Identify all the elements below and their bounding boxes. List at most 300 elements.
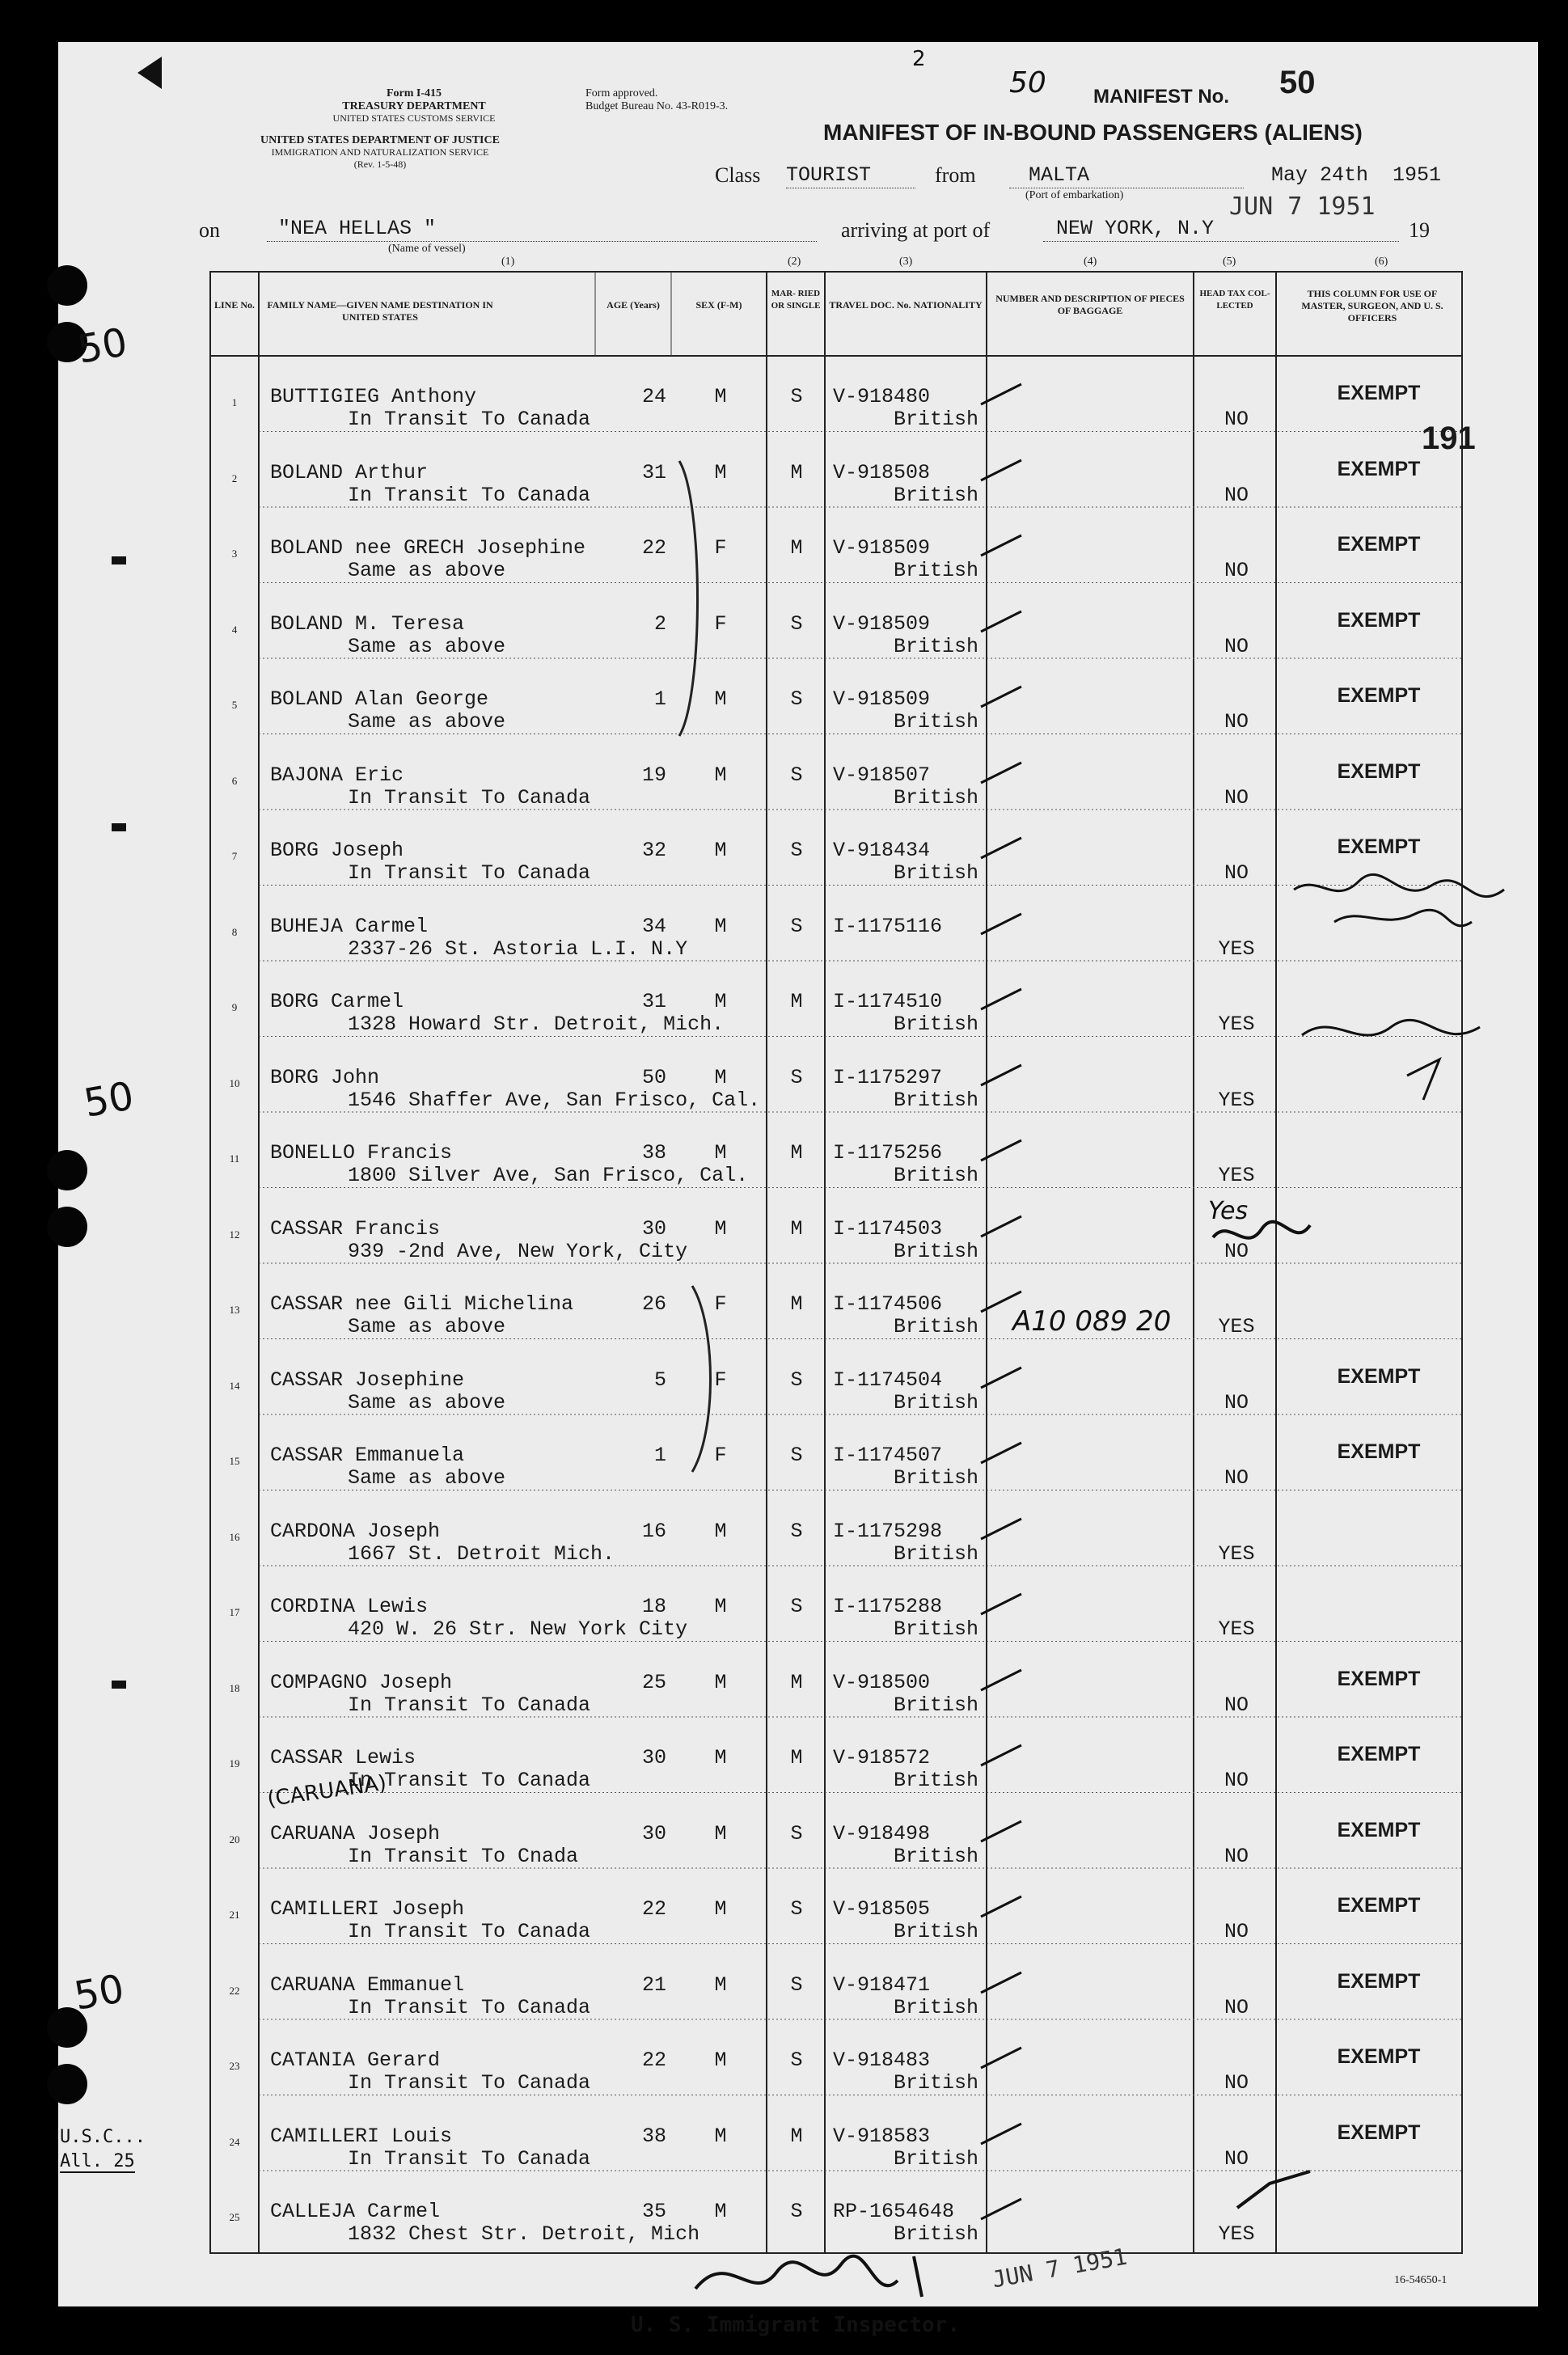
nationality: British <box>893 483 978 507</box>
customs-service: UNITED STATES CUSTOMS SERVICE <box>332 112 496 124</box>
marital-status: S <box>790 1972 803 1997</box>
col-name: FAMILY NAME—GIVEN NAME DESTINATION IN UNITED STATES <box>267 299 493 323</box>
from-label: from <box>935 163 976 187</box>
top-mark: 2 <box>912 47 926 71</box>
sex: F <box>714 536 727 560</box>
sex: M <box>714 914 727 938</box>
travel-doc-number: V-918483 <box>833 2048 931 2072</box>
budget-bureau: Budget Bureau No. 43-R019-3. <box>585 100 729 112</box>
head-tax: NO <box>1224 861 1249 885</box>
officer-remark: EXEMPT <box>1337 382 1421 404</box>
officer-remark: EXEMPT <box>1337 1818 1421 1841</box>
head-tax: NO <box>1224 1693 1249 1717</box>
head-tax: NO <box>1224 483 1249 507</box>
travel-doc-number: V-918508 <box>833 460 931 484</box>
nationality: British <box>893 1995 978 2019</box>
marital-status: S <box>790 385 803 408</box>
checkmark-icon <box>977 1666 1025 1698</box>
checkmark-icon <box>977 1212 1025 1245</box>
head-tax: YES <box>1218 1088 1255 1112</box>
passenger-name: CAMILLERI Joseph <box>270 1897 465 1921</box>
passenger-name: CASSAR Francis <box>270 1216 441 1241</box>
nationality: British <box>893 1693 978 1717</box>
port-caption: (Port of embarkation) <box>1025 189 1124 201</box>
line-number: 21 <box>229 1909 240 1921</box>
line-number: 9 <box>231 1001 238 1013</box>
passenger-name: CALLEJA Carmel <box>270 2200 441 2223</box>
marital-status: S <box>790 1444 803 1467</box>
passenger-name: BOLAND nee GRECH Josephine <box>270 536 586 560</box>
marital-status: S <box>790 611 803 636</box>
line-number: 22 <box>229 1984 240 1997</box>
destination: In Transit To Cnada <box>348 1844 579 1868</box>
class-value: TOURIST <box>786 163 872 187</box>
sex: M <box>714 385 727 408</box>
line-number: 8 <box>231 925 238 938</box>
travel-doc-number: I-1174510 <box>833 990 943 1013</box>
travel-doc-number: V-918434 <box>833 839 931 862</box>
officer-remark: EXEMPT <box>1337 2120 1421 2144</box>
destination: 1328 Howard Str. Detroit, Mich. <box>348 1013 725 1036</box>
col-number-3: (3) <box>899 256 913 268</box>
travel-doc-number: I-1174504 <box>833 1368 943 1392</box>
col-head-tax: HEAD TAX COL- LECTED <box>1199 289 1270 311</box>
col-number-1: (1) <box>501 256 515 268</box>
treasury-dept: TREASURY DEPARTMENT <box>342 100 486 112</box>
marital-status: M <box>790 1216 803 1241</box>
officer-remark: EXEMPT <box>1337 533 1421 556</box>
marital-status: M <box>790 460 803 484</box>
marital-status: M <box>790 1746 803 1769</box>
form-approved: Form approved. <box>585 87 658 99</box>
sex: M <box>714 1746 727 1769</box>
ins-service: IMMIGRATION AND NATURALIZATION SERVICE <box>271 146 489 158</box>
bottom-date-stamp: JUN 7 1951 <box>990 2243 1130 2294</box>
officer-remark: EXEMPT <box>1337 759 1421 783</box>
passenger-name: CARUANA Joseph <box>270 1821 441 1846</box>
col-baggage: NUMBER AND DESCRIPTION OF PIECES OF BAGGAGE <box>995 293 1185 316</box>
destination: Same as above <box>348 634 506 658</box>
class-label: Class <box>715 163 761 187</box>
nationality: British <box>893 2146 978 2171</box>
travel-doc-number: V-918509 <box>833 536 931 560</box>
inspector-signature <box>679 2240 970 2313</box>
travel-doc-number: I-1174506 <box>833 1292 943 1316</box>
checkmark-icon <box>977 834 1025 866</box>
destination: Same as above <box>348 1315 506 1338</box>
from-value: MALTA <box>1029 163 1090 187</box>
nationality: British <box>893 1541 978 1566</box>
handwritten-baggage-note: A10 089 20 <box>1012 1305 1172 1338</box>
officer-remark: EXEMPT <box>1337 457 1421 480</box>
sex: M <box>714 2048 727 2072</box>
marital-status: S <box>790 1368 803 1392</box>
departure-date: May 24th <box>1271 163 1369 187</box>
head-tax: NO <box>1224 2071 1249 2095</box>
col-married: MAR- RIED OR SINGLE <box>771 289 821 311</box>
marital-status: S <box>790 839 803 862</box>
head-tax: NO <box>1224 1390 1249 1414</box>
sex: M <box>714 1595 727 1618</box>
age: 18 <box>641 1595 666 1618</box>
nationality: British <box>893 1013 978 1036</box>
line-number: 11 <box>229 1152 240 1165</box>
line-number: 13 <box>229 1304 240 1316</box>
checkmark-icon <box>977 1061 1025 1093</box>
travel-doc-number: V-918507 <box>833 763 931 787</box>
age: 50 <box>641 1065 666 1089</box>
travel-doc-number: V-918583 <box>833 2124 931 2148</box>
sex: M <box>714 1972 727 1997</box>
travel-doc-number: V-918505 <box>833 1897 931 1921</box>
officer-remark: EXEMPT <box>1337 2045 1421 2068</box>
checkmark-icon <box>977 607 1025 640</box>
age: 35 <box>641 2200 666 2223</box>
page-stamp: 191 <box>1422 421 1476 456</box>
sex: M <box>714 1141 727 1165</box>
checkmark-icon <box>977 1590 1025 1622</box>
passenger-name: CASSAR Emmanuela <box>270 1444 465 1467</box>
age: 32 <box>641 839 666 862</box>
checkmark-icon <box>977 910 1025 942</box>
passenger-name: CAMILLERI Louis <box>270 2124 453 2148</box>
head-tax: NO <box>1224 408 1249 431</box>
marital-status: M <box>790 1670 803 1694</box>
travel-doc-number: V-918498 <box>833 1821 931 1846</box>
age: 31 <box>641 460 666 484</box>
age: 38 <box>641 1141 666 1165</box>
col-line-no: LINE No. <box>213 299 255 311</box>
passenger-name: CORDINA Lewis <box>270 1595 429 1618</box>
col-number-6: (6) <box>1375 256 1388 268</box>
age: 31 <box>641 990 666 1013</box>
checkmark-icon <box>977 2044 1025 2076</box>
passenger-name: CASSAR Josephine <box>270 1368 465 1392</box>
passenger-name: CASSAR nee Gili Michelina <box>270 1292 574 1316</box>
checkmark-icon <box>977 531 1025 564</box>
passenger-name: BOLAND M. Teresa <box>270 611 465 636</box>
sex: M <box>714 763 727 787</box>
checkmark-icon <box>977 380 1025 412</box>
line-number: 12 <box>229 1228 240 1241</box>
travel-doc-number: I-1175288 <box>833 1595 943 1618</box>
checkmark-icon <box>977 1515 1025 1547</box>
allotment-count: All. 25 <box>60 2151 135 2171</box>
head-tax: YES <box>1218 1315 1255 1338</box>
manifest-title: MANIFEST OF IN-BOUND PASSENGERS (ALIENS) <box>823 120 1363 145</box>
destination: In Transit To Canada <box>348 408 591 431</box>
line-number: 4 <box>231 623 238 636</box>
destination: 1667 St. Detroit Mich. <box>348 1541 615 1566</box>
marital-status: S <box>790 763 803 787</box>
year-suffix: 19 <box>1409 218 1430 242</box>
nationality: British <box>893 785 978 810</box>
sex: M <box>714 687 727 711</box>
age: 22 <box>641 536 666 560</box>
sex: M <box>714 1065 727 1089</box>
line-number: 18 <box>229 1681 240 1694</box>
age: 30 <box>641 1821 666 1846</box>
destination: Same as above <box>348 1466 506 1490</box>
col-number-4: (4) <box>1084 256 1097 268</box>
line-number: 25 <box>229 2211 240 2223</box>
passenger-name: BUTTIGIEG Anthony <box>270 385 477 408</box>
line-number: 10 <box>229 1076 240 1089</box>
head-tax: NO <box>1224 1466 1249 1490</box>
passenger-name: CASSAR Lewis <box>270 1746 416 1769</box>
nationality: British <box>893 1315 978 1338</box>
age: 26 <box>641 1292 666 1316</box>
marital-status: M <box>790 536 803 560</box>
age: 2 <box>653 611 666 636</box>
vessel-name: "NEA HELLAS " <box>278 217 437 240</box>
officer-remark: EXEMPT <box>1337 1743 1421 1765</box>
head-tax: NO <box>1224 1995 1249 2019</box>
col-age: AGE (Years) <box>606 299 660 311</box>
nationality: British <box>893 1239 978 1263</box>
nationality: British <box>893 1164 978 1187</box>
nationality: British <box>893 1769 978 1792</box>
head-tax: NO <box>1224 1920 1249 1943</box>
line-number: 16 <box>229 1530 240 1543</box>
passenger-name: BORG Carmel <box>270 990 404 1013</box>
manifest-no-handwritten: 50 <box>1009 66 1046 99</box>
arriving-label: arriving at port of <box>841 218 991 242</box>
officer-remark: EXEMPT <box>1337 684 1421 707</box>
marital-status: S <box>790 1595 803 1618</box>
arrival-port: NEW YORK, N.Y <box>1056 217 1215 240</box>
form-number: Form I-415 <box>386 87 442 99</box>
checkmark-icon <box>977 1439 1025 1471</box>
sex: M <box>714 2124 727 2148</box>
passenger-name: BAJONA Eric <box>270 763 404 787</box>
sex: F <box>714 1444 727 1467</box>
passenger-name: BOLAND Alan George <box>270 687 489 711</box>
sex: M <box>714 1216 727 1241</box>
nationality: British <box>893 408 978 431</box>
nationality: British <box>893 1466 978 1490</box>
handwritten-yes: Yes <box>1208 1197 1249 1225</box>
checkmark-icon <box>977 1741 1025 1774</box>
passenger-name: BOLAND Arthur <box>270 460 429 484</box>
passenger-name: CARUANA Emmanuel <box>270 1972 465 1997</box>
col-officers: THIS COLUMN FOR USE OF MASTER, SURGEON, AND U. S. OFFICERS <box>1301 288 1443 323</box>
nationality: British <box>893 861 978 885</box>
sex: M <box>714 1519 727 1543</box>
head-tax: NO <box>1224 2146 1249 2171</box>
manifest-no-label: MANIFEST No. <box>1093 86 1229 108</box>
destination: 1832 Chest Str. Detroit, Mich <box>348 2222 700 2246</box>
head-tax: YES <box>1218 2222 1255 2246</box>
passenger-name: CARDONA Joseph <box>270 1519 441 1543</box>
checkmark-icon <box>977 1364 1025 1396</box>
destination: 939 -2nd Ave, New York, City <box>348 1239 688 1263</box>
destination: 2337-26 St. Astoria L.I. N.Y <box>348 937 688 961</box>
col-travel-doc: TRAVEL DOC. No. NATIONALITY <box>829 299 983 311</box>
passenger-name: COMPAGNO Joseph <box>270 1670 453 1694</box>
usc-count: U.S.C... <box>60 2127 146 2147</box>
head-tax: NO <box>1224 1239 1249 1263</box>
travel-doc-number: V-918572 <box>833 1746 931 1769</box>
col-sex: SEX (F-M) <box>695 299 742 311</box>
travel-doc-number: I-1175116 <box>833 914 943 938</box>
nationality: British <box>893 1844 978 1868</box>
age: 22 <box>641 2048 666 2072</box>
travel-doc-number: I-1174503 <box>833 1216 943 1241</box>
checkmark-25 <box>1229 2167 1326 2232</box>
nationality: British <box>893 634 978 658</box>
travel-doc-number: V-918500 <box>833 1670 931 1694</box>
travel-doc-number: RP-1654648 <box>833 2200 955 2223</box>
head-tax: YES <box>1218 1013 1255 1036</box>
officer-remark: EXEMPT <box>1337 1667 1421 1690</box>
destination: In Transit To Canada <box>348 2146 591 2171</box>
checkmark-icon <box>977 456 1025 488</box>
officer-remark: EXEMPT <box>1337 608 1421 632</box>
travel-doc-number: I-1175256 <box>833 1141 943 1165</box>
marital-status: S <box>790 687 803 711</box>
travel-doc-number: V-918509 <box>833 611 931 636</box>
family-bracket <box>671 453 720 744</box>
checkmark-icon <box>977 2195 1025 2227</box>
officer-initials <box>1205 1213 1318 1262</box>
destination: 1800 Silver Ave, San Frisco, Cal. <box>348 1164 749 1187</box>
checkmark-icon <box>977 1817 1025 1850</box>
head-tax: NO <box>1224 634 1249 658</box>
on-label: on <box>199 218 220 242</box>
marital-status: S <box>790 1065 803 1089</box>
sex: M <box>714 839 727 862</box>
sex: M <box>714 1821 727 1846</box>
marital-status: S <box>790 1897 803 1921</box>
marital-status: M <box>790 2124 803 2148</box>
destination: In Transit To Canada <box>348 1920 591 1943</box>
nationality: British <box>893 1920 978 1943</box>
margin-number: 50 <box>74 319 131 373</box>
age: 22 <box>641 1897 666 1921</box>
age: 21 <box>641 1972 666 1997</box>
nationality: British <box>893 559 978 582</box>
form-code: 16-54650-1 <box>1394 2274 1448 2286</box>
line-number: 7 <box>231 850 238 862</box>
passenger-name: BORG Joseph <box>270 839 404 862</box>
departure-year: 1951 <box>1393 163 1442 187</box>
nationality: British <box>893 710 978 734</box>
destination: In Transit To Canada <box>348 861 591 885</box>
destination: In Transit To Canada <box>348 1769 591 1792</box>
nationality: British <box>893 1617 978 1641</box>
destination: In Transit To Canada <box>348 2071 591 2095</box>
travel-doc-number: V-918480 <box>833 385 931 408</box>
checkmark-icon <box>977 1136 1025 1169</box>
vessel-caption: (Name of vessel) <box>388 243 466 255</box>
age: 1 <box>653 687 666 711</box>
marital-status: S <box>790 914 803 938</box>
passenger-name: BORG John <box>270 1065 380 1089</box>
head-tax: YES <box>1218 1617 1255 1641</box>
nationality: British <box>893 1088 978 1112</box>
line-number: 3 <box>231 548 238 560</box>
destination: In Transit To Canada <box>348 1693 591 1717</box>
sex: M <box>714 2200 727 2223</box>
margin-number: 50 <box>70 1966 128 2019</box>
destination: 420 W. 26 Str. New York City <box>348 1617 688 1641</box>
travel-doc-number: V-918509 <box>833 687 931 711</box>
officer-remark: EXEMPT <box>1337 1364 1421 1388</box>
margin-number: 50 <box>80 1073 137 1127</box>
head-tax: NO <box>1224 1769 1249 1792</box>
marital-status: S <box>790 1821 803 1846</box>
passenger-name: BONELLO Francis <box>270 1141 453 1165</box>
received-stamp: JUN 7 1951 <box>1229 192 1376 221</box>
col-number-5: (5) <box>1223 256 1236 268</box>
head-tax: NO <box>1224 785 1249 810</box>
age: 16 <box>641 1519 666 1543</box>
travel-doc-number: I-1175298 <box>833 1519 943 1543</box>
line-number: 5 <box>231 699 238 711</box>
nationality: British <box>893 1390 978 1414</box>
line-number: 23 <box>229 2060 240 2072</box>
head-tax: YES <box>1218 937 1255 961</box>
checkmark-icon <box>977 2120 1025 2152</box>
age: 34 <box>641 914 666 938</box>
age: 25 <box>641 1670 666 1694</box>
sex: M <box>714 460 727 484</box>
nationality: British <box>893 2222 978 2246</box>
destination: In Transit To Canada <box>348 483 591 507</box>
marital-status: M <box>790 1292 803 1316</box>
age: 24 <box>641 385 666 408</box>
officer-signatures <box>1286 873 1528 1116</box>
sex: M <box>714 1897 727 1921</box>
age: 30 <box>641 1216 666 1241</box>
destination: In Transit To Canada <box>348 785 591 810</box>
col-number-2: (2) <box>788 256 801 268</box>
travel-doc-number: I-1175297 <box>833 1065 943 1089</box>
line-number: 6 <box>231 774 238 787</box>
head-tax: NO <box>1224 710 1249 734</box>
nationality: British <box>893 2071 978 2095</box>
marital-status: M <box>790 1141 803 1165</box>
sex: F <box>714 611 727 636</box>
line-number: 19 <box>229 1757 240 1769</box>
marital-status: M <box>790 990 803 1013</box>
checkmark-icon <box>977 683 1025 715</box>
line-number: 14 <box>229 1379 240 1392</box>
passenger-name: BUHEJA Carmel <box>270 914 429 938</box>
head-tax: NO <box>1224 559 1249 582</box>
line-number: 24 <box>229 2135 240 2148</box>
marital-status: S <box>790 1519 803 1543</box>
age: 19 <box>641 763 666 787</box>
checkmark-icon <box>977 1892 1025 1925</box>
officer-remark: EXEMPT <box>1337 1894 1421 1917</box>
passenger-name: CATANIA Gerard <box>270 2048 441 2072</box>
line-number: 17 <box>229 1606 240 1618</box>
travel-doc-number: V-918471 <box>833 1972 931 1997</box>
destination: Same as above <box>348 710 506 734</box>
destination: In Transit To Canada <box>348 1995 591 2019</box>
line-number: 1 <box>231 396 238 408</box>
handwritten-correction: (CARUANA) <box>265 1770 388 1812</box>
marital-status: S <box>790 2048 803 2072</box>
age: 30 <box>641 1746 666 1769</box>
sex: M <box>714 1670 727 1694</box>
age: 1 <box>653 1444 666 1467</box>
age: 5 <box>653 1368 666 1392</box>
justice-dept: UNITED STATES DEPARTMENT OF JUSTICE <box>260 134 500 146</box>
destination: Same as above <box>348 559 506 582</box>
